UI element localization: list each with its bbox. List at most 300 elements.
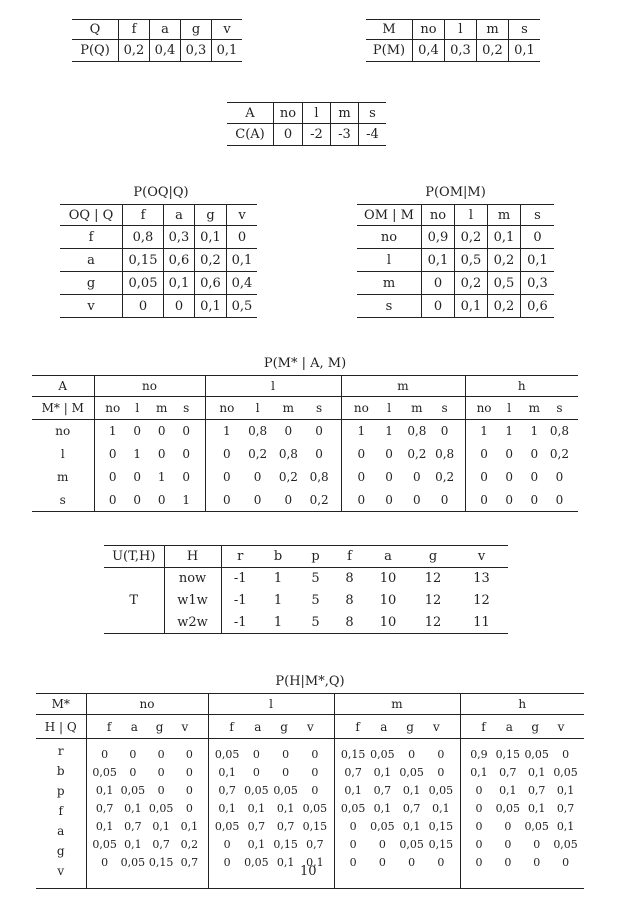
- phm-cell: 0,05: [148, 802, 174, 815]
- phm-subheader-cell: g: [280, 719, 288, 734]
- poq-cell: 0,05: [123, 272, 164, 295]
- uth-cell: 8: [345, 593, 354, 608]
- phm-cell: 0,1: [306, 856, 324, 869]
- phm-row-label: f: [58, 804, 63, 818]
- uth-t-label: T: [104, 568, 164, 634]
- pq-cell: 0,3: [181, 40, 212, 62]
- pm-table: [366, 19, 540, 62]
- phm-row-label: b: [56, 764, 65, 778]
- uth-cell: 10: [379, 614, 397, 630]
- pmstar-group-cells: [94, 420, 205, 443]
- poq-cell: 0,1: [195, 295, 227, 318]
- pmstar-group-cells: [94, 443, 205, 466]
- pmstar-subheader-cell: m: [411, 401, 423, 415]
- ca-cell: -3: [331, 124, 359, 146]
- phm-subheader-cell: a: [130, 719, 138, 734]
- phm-row: [335, 854, 460, 872]
- phm-cell: 0,05: [524, 748, 549, 761]
- poq-cell: 0,1: [231, 252, 253, 268]
- phm-row: [461, 746, 585, 764]
- phm-cell: 0,7: [95, 802, 114, 815]
- phm-cell: 0: [349, 856, 357, 869]
- pom-header-cell: m: [488, 205, 521, 226]
- phm-row: [87, 746, 208, 764]
- pom-cell: 0,2: [488, 249, 521, 272]
- phm-subheader-l: [208, 715, 334, 739]
- uth-cell: 5: [311, 571, 320, 587]
- phm-cell: 0,7: [247, 820, 266, 833]
- phm-cell: 0,05: [553, 838, 578, 851]
- pmstar-cell: 0,8: [248, 424, 268, 439]
- phm-row: [461, 782, 585, 800]
- phm-cell: 0,1: [470, 766, 488, 779]
- phm-cell: 0,1: [373, 766, 392, 779]
- phm-cell: 0,1: [124, 802, 142, 815]
- pmstar-row-label: no: [32, 420, 94, 443]
- uth-cell: 8: [345, 614, 354, 630]
- pmstar-subheader-m: [341, 397, 465, 420]
- poq-header-cell: g: [195, 205, 227, 226]
- phm-row-label: p: [56, 784, 65, 798]
- ca-row-label: C(A): [227, 124, 274, 146]
- pmstar-group-cells: [341, 420, 465, 443]
- phm-cell: 0,1: [556, 784, 575, 797]
- phm-cell: 0,05: [273, 784, 298, 797]
- phm-cell: 0,15: [495, 748, 521, 761]
- phm-cell: 0,7: [124, 820, 142, 833]
- pom-cell: 0,1: [422, 249, 455, 272]
- pmstar-cell: 1: [530, 424, 539, 439]
- phm-row: [87, 818, 208, 836]
- pmstar-subheader-cell: no: [476, 401, 492, 415]
- pmstar-cell: 0: [315, 447, 323, 461]
- pom-header-cell: OM | M: [357, 205, 422, 226]
- pmstar-group-cells: [94, 466, 205, 489]
- pmstar-group-cells: [205, 466, 341, 489]
- pmstar-cell: 1: [385, 424, 393, 439]
- pom-cell: 0,1: [488, 226, 521, 249]
- pmstar-cell: 0: [157, 492, 166, 507]
- phm-title: P(H|M*,Q): [275, 674, 345, 689]
- phm-cell: 0,7: [152, 838, 170, 851]
- uth-cell: 10: [379, 571, 397, 587]
- pom-row-label: s: [357, 295, 422, 318]
- phm-cell: 0: [504, 856, 512, 869]
- pmstar-cell: 0: [480, 492, 488, 507]
- phm-cell: 0,1: [276, 802, 295, 815]
- phm-cell: 0: [533, 838, 541, 851]
- phm-cell: 0,05: [244, 856, 269, 869]
- phm-subheader-h: [460, 715, 584, 739]
- phm-cell: 0,7: [306, 838, 324, 851]
- pmstar-cell: 0: [505, 492, 513, 507]
- pmstar-subheader-cell: s: [316, 401, 323, 415]
- phm-cell: 0: [101, 856, 109, 869]
- pmstar-group-header: m: [341, 376, 465, 397]
- uth-h-label: w2w: [164, 612, 221, 634]
- pmstar-table: [32, 375, 578, 512]
- pmstar-group-cells: [465, 489, 578, 512]
- poq-row-label: v: [60, 295, 123, 318]
- phm-cell: 0,1: [247, 838, 266, 851]
- pmstar-cell: 0,2: [407, 447, 427, 461]
- phm-cell: 0: [475, 856, 483, 869]
- pmstar-subheader-h: [465, 397, 578, 420]
- pmstar-group-cells: [205, 443, 341, 466]
- pmstar-cell: 0,8: [407, 424, 427, 439]
- pmstar-cell: 1: [480, 424, 488, 439]
- phm-cell: 0: [223, 838, 231, 851]
- pmstar-group-cells: [465, 466, 578, 489]
- phm-row: [461, 854, 585, 872]
- phm-cell: 0: [129, 766, 137, 779]
- phm-row-labels: [36, 739, 86, 889]
- pmstar-cell: 0: [530, 470, 539, 484]
- phm-cell: 0: [157, 766, 165, 779]
- phm-cell: 0,7: [373, 784, 392, 797]
- pom-cell: 0: [422, 272, 455, 295]
- phm-row-label: r: [57, 744, 64, 758]
- pq-header-cell: v: [223, 22, 231, 37]
- phm-cell: 0,1: [276, 856, 295, 869]
- phm-subheader-cell: v: [432, 719, 440, 734]
- pmstar-a-label: A: [32, 376, 94, 397]
- pmstar-group-cells: [465, 443, 578, 466]
- phm-group-header: no: [86, 694, 208, 715]
- phm-cell: 0,15: [148, 856, 174, 869]
- pq-cell: 0,2: [119, 40, 150, 62]
- uth-cell: 12: [424, 614, 442, 630]
- phm-group-h: [460, 739, 584, 889]
- pmstar-group-cells: [465, 420, 578, 443]
- phm-cell: 0,05: [120, 856, 146, 869]
- uth-cell: 12: [424, 571, 442, 587]
- pq-header-cell: g: [181, 20, 212, 40]
- pmstar-cell: 0: [223, 447, 231, 461]
- pm-header-cell: no: [413, 20, 445, 40]
- uth-cell: -1: [233, 614, 247, 630]
- phm-cell: 0,1: [527, 766, 546, 779]
- phm-subheader-cell: a: [254, 719, 262, 734]
- phm-cell: 0,05: [244, 784, 269, 797]
- phm-cell: 0,7: [180, 856, 199, 869]
- phm-row-label: v: [57, 864, 65, 878]
- pmstar-subheader-cell: l: [507, 401, 512, 415]
- pmstar-cell: 1: [157, 470, 166, 484]
- phm-row-label: a: [57, 824, 65, 838]
- phm-cell: 0,05: [92, 766, 117, 779]
- pmstar-cell: 0: [357, 470, 366, 484]
- phm-cell: 0,05: [553, 766, 578, 779]
- pmstar-cell: 0: [108, 447, 117, 461]
- poq-cell: 0,3: [164, 226, 195, 249]
- pmstar-cell: 0: [253, 492, 262, 507]
- poq-cell: 0,5: [231, 298, 253, 314]
- phm-cell: 0,05: [214, 748, 240, 761]
- phm-row-label: g: [56, 844, 65, 858]
- pom-cell: 0,5: [488, 272, 521, 295]
- phm-cell: 0: [129, 748, 137, 761]
- phm-cell: 0,05: [214, 820, 240, 833]
- pmstar-cell: 1: [108, 424, 117, 439]
- phm-cell: 0,05: [120, 784, 146, 797]
- phm-cell: 0,05: [495, 802, 521, 815]
- poq-header-cell: a: [164, 205, 195, 226]
- pq-table: [72, 19, 242, 62]
- poq-cell: 0,15: [123, 249, 164, 272]
- phm-cell: 0,7: [276, 820, 295, 833]
- phm-cell: 0: [475, 820, 483, 833]
- pmstar-subheader-cell: l: [255, 401, 260, 415]
- pom-cell: 0: [533, 229, 542, 245]
- uth-cell: -1: [233, 571, 247, 587]
- pmstar-group-cells: [341, 466, 465, 489]
- phm-subheader-no: [86, 715, 208, 739]
- phm-cell: 0: [475, 838, 483, 851]
- uth-cell: -1: [233, 593, 247, 608]
- pq-header-cell: Q: [72, 20, 119, 40]
- pmstar-cell: 0: [108, 492, 117, 507]
- ca-cell: 0: [274, 124, 303, 146]
- phm-cell: 0,1: [556, 820, 575, 833]
- phm-cell: 0,05: [370, 820, 395, 833]
- phm-cell: 0,1: [527, 802, 546, 815]
- phm-cell: 0: [185, 766, 193, 779]
- pom-cell: 0,9: [422, 226, 455, 249]
- pmstar-cell: 1: [223, 424, 231, 439]
- poq-row-label: g: [60, 272, 123, 295]
- phm-subheader-cell: g: [155, 719, 164, 734]
- phm-cell: 0,05: [399, 838, 424, 851]
- phm-cell: 0,9: [470, 748, 488, 761]
- phm-cell: 0: [562, 856, 570, 869]
- poq-cell: 0,8: [123, 226, 164, 249]
- poq-header-cell: v: [238, 207, 246, 223]
- phm-cell: 0: [437, 766, 445, 779]
- phm-row: [461, 818, 585, 836]
- uth-header-cell: g: [428, 549, 438, 564]
- phm-cell: 0: [475, 802, 483, 815]
- pmstar-cell: 0: [284, 424, 293, 439]
- pmstar-cell: 0,8: [549, 424, 569, 439]
- pmstar-cell: 0: [385, 492, 393, 507]
- phm-row: [335, 800, 460, 818]
- phm-row: [209, 818, 334, 836]
- uth-h-label: w1w: [164, 590, 221, 612]
- pmstar-cell: 0: [182, 447, 191, 461]
- pmstar-cell: 0: [505, 470, 513, 484]
- pom-cell: 0: [422, 295, 455, 318]
- pm-cell: 0,1: [514, 43, 535, 58]
- phm-cell: 0,15: [428, 838, 454, 851]
- phm-m-label: M*: [36, 694, 86, 715]
- poq-table: [60, 204, 257, 318]
- pmstar-cell: 0: [108, 470, 117, 484]
- pm-row-label: P(M): [366, 40, 413, 62]
- pm-header-cell: s: [521, 22, 528, 37]
- pmstar-row-label: l: [32, 443, 94, 466]
- pmstar-cell: 0: [480, 447, 488, 461]
- ca-header-cell: m: [331, 103, 359, 124]
- pmstar-cell: 0: [182, 470, 191, 484]
- pmstar-cell: 0,8: [435, 447, 455, 461]
- phm-cell: 0,1: [247, 802, 266, 815]
- pmstar-cell: 0: [505, 447, 513, 461]
- phm-row: [335, 746, 460, 764]
- phm-row: [209, 836, 334, 854]
- pmstar-cell: 0: [223, 492, 231, 507]
- uth-header-cell: U(T,H): [104, 546, 164, 568]
- phm-cell: 0,1: [124, 838, 142, 851]
- phm-subheader-cell: f: [106, 719, 112, 734]
- pm-header-cell: l: [445, 20, 477, 40]
- pom-cell: 0,3: [527, 275, 548, 291]
- pmstar-group-cells: [341, 489, 465, 512]
- pom-row-label: no: [357, 226, 422, 249]
- pq-header-cell: a: [150, 20, 181, 40]
- pom-header-cell: no: [422, 205, 455, 226]
- poq-cell: 0: [164, 295, 195, 318]
- pmstar-subheader-no: [94, 397, 205, 420]
- uth-cell: 5: [311, 593, 320, 608]
- phm-cell: 0,1: [95, 820, 114, 833]
- pq-cell: 0,1: [216, 43, 238, 58]
- phm-cell: 0: [437, 748, 445, 761]
- uth-cell: 8: [345, 571, 354, 587]
- pmstar-cell: 0: [440, 424, 449, 439]
- phm-row: [335, 836, 460, 854]
- pq-header-cell: f: [119, 20, 150, 40]
- pmstar-cell: 0: [182, 424, 191, 439]
- poq-header-cell: f: [123, 205, 164, 226]
- phm-group-no: [86, 739, 208, 889]
- pmstar-cell: 0,2: [549, 447, 569, 461]
- pmstar-subheader-cell: l: [387, 401, 392, 415]
- pmstar-group-cells: [205, 420, 341, 443]
- phm-subheader-cell: f: [355, 719, 360, 734]
- phm-row: [87, 800, 208, 818]
- pmstar-group-header: no: [94, 376, 205, 397]
- phm-row: [461, 800, 585, 818]
- pmstar-cell: 0: [413, 492, 421, 507]
- uth-cell: 1: [273, 614, 283, 630]
- pmstar-cell: 0: [133, 492, 142, 507]
- phm-cell: 0,7: [527, 784, 546, 797]
- pom-cell: 0,2: [488, 295, 521, 318]
- phm-row: [335, 818, 460, 836]
- phm-cell: 0: [252, 766, 260, 779]
- uth-header-cell: f: [347, 549, 352, 564]
- pmstar-group-cells: [341, 443, 465, 466]
- pmstar-row-label-header: M* | M: [32, 397, 94, 420]
- pmstar-subheader-cell: s: [556, 401, 563, 415]
- poq-row-label: a: [60, 249, 123, 272]
- phm-cell: 0,1: [432, 802, 450, 815]
- phm-cell: 0: [157, 748, 165, 761]
- phm-cell: 0: [504, 838, 512, 851]
- ca-cell: -2: [303, 124, 331, 146]
- pom-cell: 0,1: [527, 252, 548, 268]
- phm-cell: 0: [437, 856, 445, 869]
- phm-cell: 0: [252, 748, 260, 761]
- pmstar-cell: 0: [357, 492, 366, 507]
- ca-header-cell: l: [303, 103, 331, 124]
- ca-header-cell: no: [274, 103, 303, 124]
- phm-cell: 0,1: [180, 820, 199, 833]
- phm-cell: 0,05: [524, 820, 549, 833]
- phm-row: [461, 836, 585, 854]
- phm-cell: 0,15: [302, 820, 328, 833]
- poq-cell: 0,6: [195, 272, 227, 295]
- phm-group-header: m: [334, 694, 460, 715]
- phm-row: [87, 854, 208, 872]
- pmstar-cell: 0: [530, 447, 539, 461]
- pmstar-cell: 1: [505, 424, 513, 439]
- phm-cell: 0,05: [370, 748, 395, 761]
- pmstar-subheader-cell: no: [353, 401, 369, 415]
- ca-cell: -4: [366, 127, 379, 142]
- phm-subheader-cell: a: [380, 719, 388, 734]
- phm-subheader-cell: a: [505, 719, 513, 734]
- pmstar-subheader-cell: s: [441, 401, 448, 415]
- pom-cell: 0,1: [455, 295, 488, 318]
- phm-cell: 0,7: [344, 766, 362, 779]
- pmstar-group-cells: [94, 489, 205, 512]
- phm-cell: 0,05: [428, 784, 454, 797]
- uth-header-cell: b: [273, 549, 283, 564]
- phm-row: [209, 746, 334, 764]
- phm-cell: 0: [311, 766, 319, 779]
- phm-row: [335, 782, 460, 800]
- phm-subheader-cell: f: [229, 719, 234, 734]
- pm-header-cell: M: [366, 20, 413, 40]
- pmstar-row-label: m: [32, 466, 94, 489]
- phm-cell: 0: [282, 748, 290, 761]
- pmstar-cell: 0: [284, 492, 293, 507]
- pmstar-cell: 0: [133, 470, 142, 484]
- phm-cell: 0,7: [402, 802, 421, 815]
- pmstar-cell: 0: [413, 470, 421, 484]
- poq-cell: 0: [123, 295, 164, 318]
- pmstar-cell: 0: [253, 470, 262, 484]
- pom-title: P(OM|M): [425, 185, 486, 200]
- phm-table: [36, 693, 584, 889]
- phm-group-header: h: [518, 697, 527, 711]
- phm-cell: 0: [533, 856, 541, 869]
- phm-row: [87, 782, 208, 800]
- pmstar-cell: 0: [157, 424, 166, 439]
- pmstar-subheader-cell: m: [282, 401, 295, 415]
- phm-cell: 0: [475, 784, 483, 797]
- pq-cell: 0,4: [150, 40, 181, 62]
- phm-cell: 0: [378, 838, 386, 851]
- pmstar-cell: 0,8: [278, 447, 298, 461]
- pmstar-subheader-cell: no: [105, 401, 121, 415]
- phm-cell: 0: [157, 784, 165, 797]
- uth-header-cell: a: [384, 549, 392, 564]
- phm-cell: 0,7: [556, 802, 575, 815]
- pmstar-subheader-cell: s: [183, 401, 190, 415]
- uth-cell: 10: [379, 593, 397, 608]
- phm-cell: 0,05: [302, 802, 328, 815]
- phm-cell: 0,15: [340, 748, 366, 761]
- pmstar-cell: 0: [223, 470, 231, 484]
- pmstar-group-cells: [205, 489, 341, 512]
- phm-cell: 0: [378, 856, 386, 869]
- phm-cell: 0,1: [402, 784, 421, 797]
- pmstar-cell: 0,2: [248, 447, 268, 461]
- phm-subheader-cell: v: [181, 719, 189, 734]
